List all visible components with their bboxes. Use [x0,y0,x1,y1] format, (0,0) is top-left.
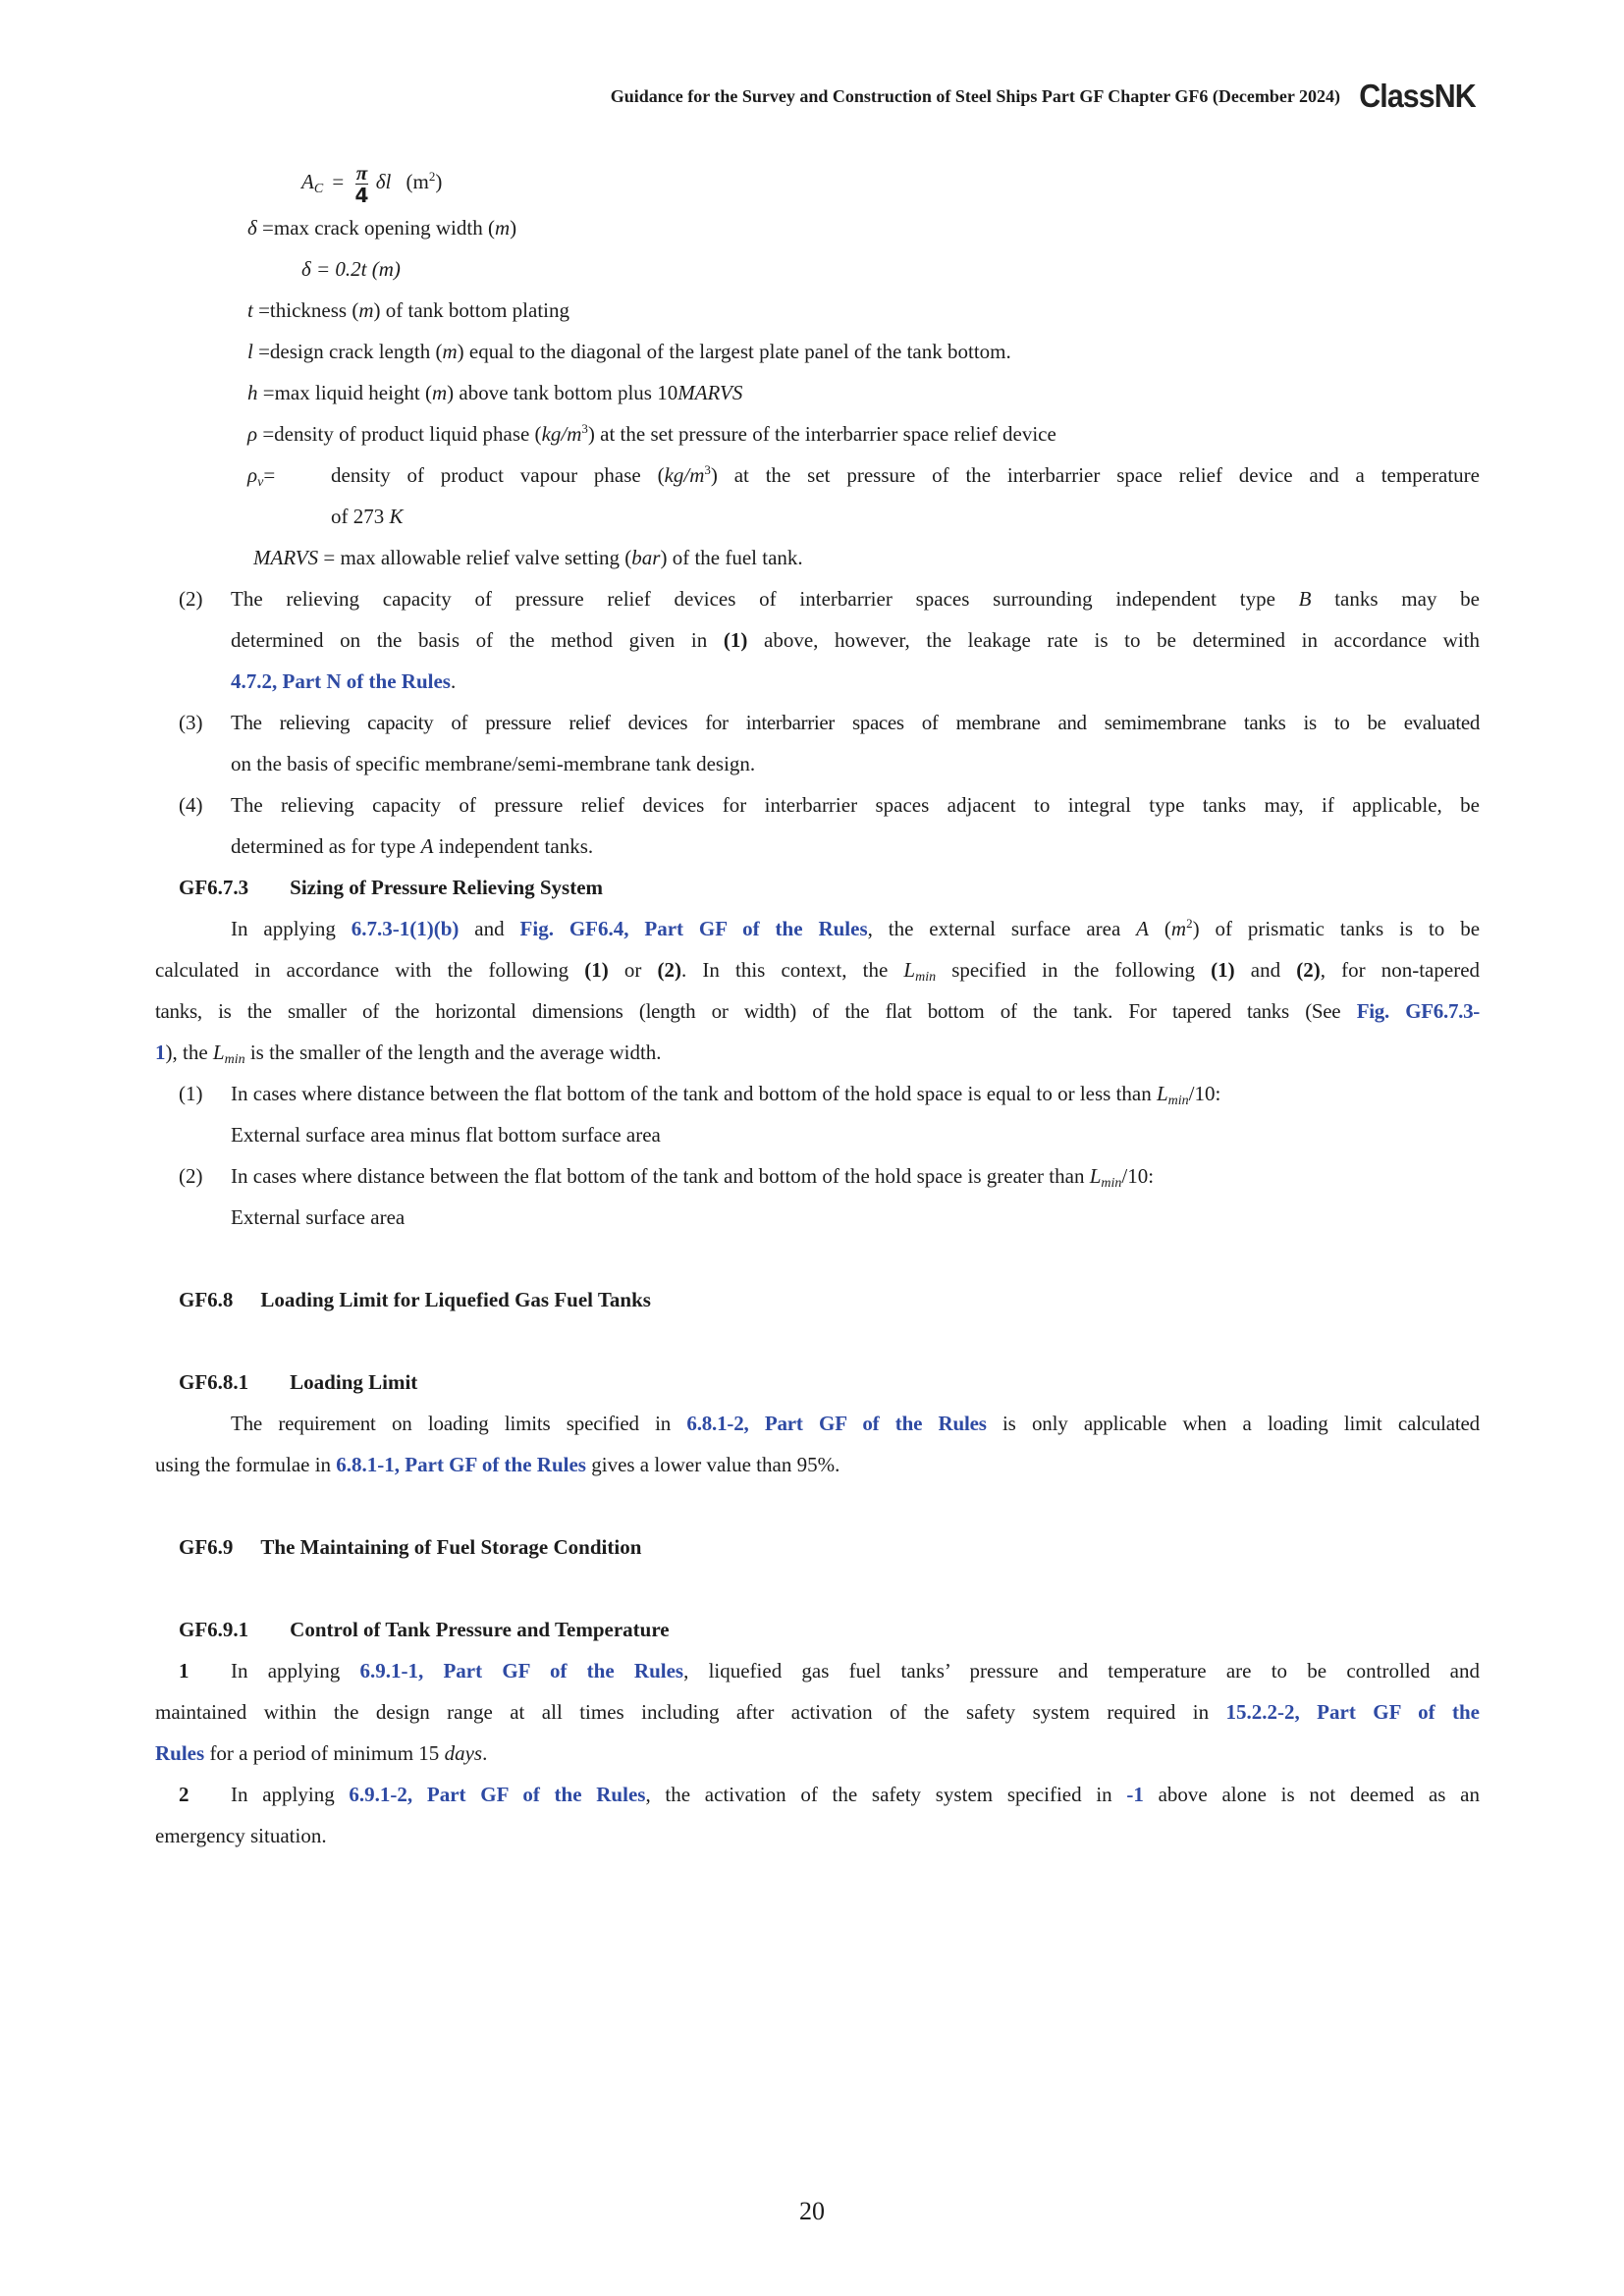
gf6-7-3-item-1-number: (1) [179,1082,203,1105]
item-2-line2: determined on the basis of the method given in (1) above, however, the leakage rate is to be determined in accordance with [231,628,1480,652]
link-6-9-1-2[interactable]: 6.9.1-2, Part GF of the Rules [349,1783,646,1806]
gf6-7-3-para-line1: In applying 6.7.3-1(1)(b) and Fig. GF6.4, Part GF of the Rules, the external surface area A $(m^2)$ of prismatic tanks is to be [231,916,1481,940]
link-fig-gf6-7-3-1[interactable]: Fig. GF6.7.3- [1356,999,1481,1023]
header-title: Guidance for the Survey and Construction of Steel Ships Part GF Chapter GF6 (December 2024) [610,86,1340,106]
item-2-number: (2) [179,587,203,611]
item-4-number: (4) [179,793,203,817]
gf6-9-1-para-2-line2: emergency situation. [155,1824,327,1847]
def-delta: δ =max crack opening width (m) [247,216,517,240]
gf6-7-3-para-line4: 1), the $L_{min}$ is the smaller of the length and the average width. [155,1041,662,1067]
link-15-2-2-2[interactable]: 15.2.2-2, Part GF of the [1225,1700,1480,1724]
link-6-8-1-1[interactable]: 6.8.1-1, Part GF of the Rules [336,1453,586,1476]
item-2-line1: The relieving capacity of pressure relief devices of interbarrier spaces surrounding independent type B tanks may be [231,587,1481,611]
link-fig-gf6-4[interactable]: Fig. GF6.4, Part GF of the Rules [519,917,868,940]
item-4-line2: determined as for type A independent tanks. [231,834,594,858]
gf6-9-1-para-2-line1: In applying 6.9.1-2, Part GF of the Rules, the activation of the safety system specified in -1 above alone is not deemed as an [231,1783,1480,1806]
def-delta-equation: δ = 0.2t (m) [301,257,401,281]
classnk-logo: ClassNK [1359,78,1476,114]
page-header [0,78,1476,118]
link-rules-cont[interactable]: Rules [155,1741,205,1765]
gf6-9-1-para-1-line1: In applying 6.9.1-1, Part GF of the Rules, liquefied gas fuel tanks’ pressure and temperature are to be controlled and [231,1659,1481,1682]
pi-over-four-fraction: $\frac{\pi}{4}$ [354,160,369,207]
item-2-line3: 4.7.2, Part N of the Rules. [231,669,457,693]
gf6-7-3-item-2-line2: External surface area [231,1205,406,1229]
gf6-9-1-para-1-line3: Rules for a period of minimum 15 days. [155,1741,488,1765]
heading-gf6-8: GF6.8 Loading Limit for Liquefied Gas Fuel Tanks [179,1288,651,1311]
def-h: h =max liquid height (m) above tank bottom plus 10MARVS [247,381,743,404]
link-6-7-3-1-1-b[interactable]: 6.7.3-1(1)(b) [351,917,460,940]
gf6-7-3-item-2-number: (2) [179,1164,203,1188]
item-4-line1: The relieving capacity of pressure relief devices for interbarrier spaces adjacent to integral type tanks may, if applicable, be [231,793,1480,817]
gf6-7-3-para-line2: calculated in accordance with the following (1) or (2). In this context, the $L_{min}$ specified in the following (1) and (2), for non-tapered [155,958,1481,985]
heading-gf6-8-1: GF6.8.1 Loading Limit [179,1370,418,1394]
def-rho: ρ =density of product liquid phase $(kg/m^3)$ at the set pressure of the interbarrier space relief device [247,421,1056,446]
item-3-line2: on the basis of specific membrane/semi-membrane tank design. [231,752,756,775]
def-t: t =thickness (m) of tank bottom plating [247,298,569,322]
gf6-9-1-para-2-number: 2 [179,1783,189,1806]
def-rho-v-line1: density of product vapour phase $(kg/m^3)$ at the set pressure of the interbarrier space relief device and a temperature [331,462,1480,487]
gf6-9-1-para-1-line2: maintained within the design range at all times including after activation of the safety system required in 15.2.2-2, Part GF of the [155,1700,1480,1724]
gf6-8-1-para-line1: The requirement on loading limits specified in 6.8.1-2, Part GF of the Rules is only applicable when a loading limit calculated [231,1412,1480,1435]
link-fig-gf6-7-3-1-cont[interactable]: 1 [155,1041,166,1064]
gf6-9-1-para-1-number: 1 [179,1659,189,1682]
gf6-7-3-item-2-line1: In cases where distance between the flat bottom of the tank and bottom of the hold space is greater than $L_{min}/10$: [231,1164,1155,1191]
page-number: 20 [799,2197,825,2225]
gf6-7-3-item-1-line2: External surface area minus flat bottom surface area [231,1123,661,1147]
gf6-8-1-para-line2: using the formulae in 6.8.1-1, Part GF of the Rules gives a lower value than 95%. [155,1453,840,1476]
item-3-line1: The relieving capacity of pressure relief devices for interbarrier spaces of membrane and semimembrane tanks is to be evaluated [231,711,1480,734]
heading-gf6-9-1: GF6.9.1 Control of Tank Pressure and Temperature [179,1618,670,1641]
def-marvs: MARVS = max allowable relief valve setting (bar) of the fuel tank. [253,546,803,569]
gf6-7-3-para-line3: tanks, is the smaller of the horizontal dimensions (length or width) of the flat bottom of the tank. For tapered tanks (See Fig. GF6.7.3- [155,999,1481,1023]
link-4-7-2-part-n[interactable]: 4.7.2, Part N of the Rules [231,669,451,693]
heading-gf6-7-3: GF6.7.3 Sizing of Pressure Relieving System [179,876,604,899]
link-6-9-1-1[interactable]: 6.9.1-1, Part GF of the Rules [359,1659,684,1682]
def-rho-v-symbol: $\rho_v=$ [247,463,276,490]
link-6-8-1-2[interactable]: 6.8.1-2, Part GF of the Rules [686,1412,987,1435]
def-l: l =design crack length (m) equal to the diagonal of the largest plate panel of the tank bottom. [247,340,1011,363]
def-rho-v-line2: of 273 K [331,505,404,528]
heading-gf6-9: GF6.9 The Maintaining of Fuel Storage Condition [179,1535,642,1559]
item-3-number: (3) [179,711,203,734]
gf6-7-3-item-1-line1: In cases where distance between the flat bottom of the tank and bottom of the hold space is equal to or less than $L_{min}/10$: [231,1082,1221,1108]
crack-area-formula: $A_C$ = $\frac{\pi}{4}$ δl $(m^2)$ [301,160,443,207]
link-minus-1[interactable]: -1 [1126,1783,1144,1806]
